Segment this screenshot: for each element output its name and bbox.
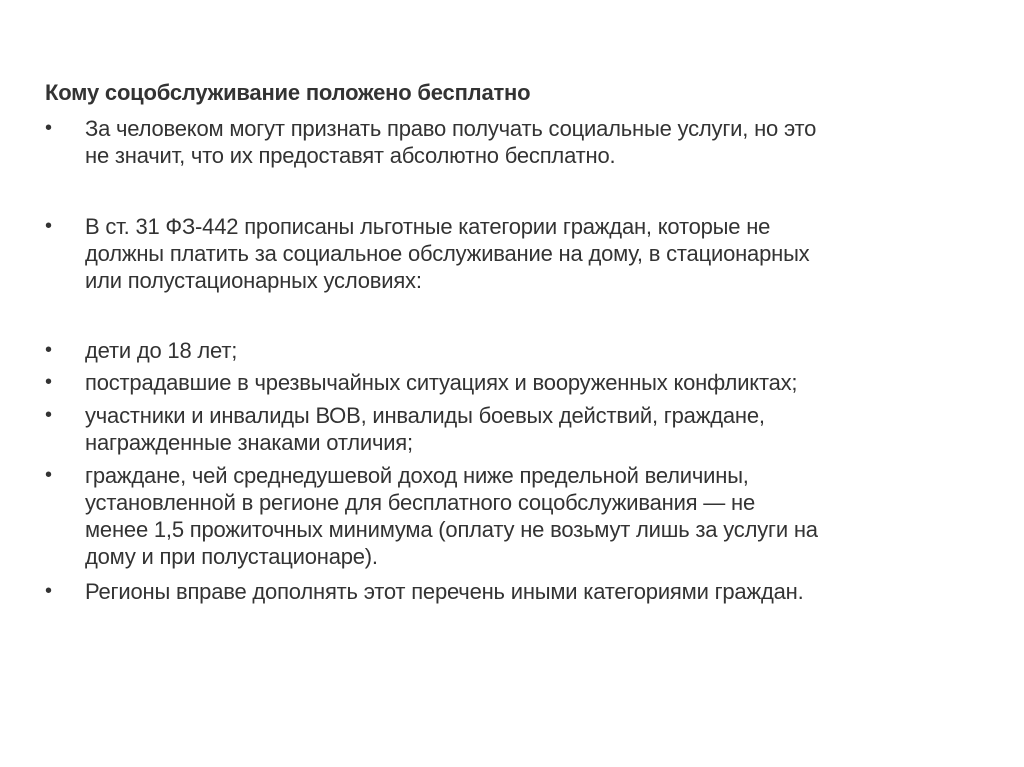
list-item xyxy=(45,213,980,294)
bullet: • xyxy=(45,404,52,426)
bullet: • xyxy=(45,580,52,602)
list-item xyxy=(45,462,980,570)
list-item-text: В ст. 31 ФЗ-442 прописаны льготные категории граждан, которые не должны платить за социальное обслуживание на дому, в стационарных или полустационарных условиях: xyxy=(85,214,810,293)
bullet: • xyxy=(45,464,52,486)
list-item-text: Регионы вправе дополнять этот перечень иными категориями граждан. xyxy=(85,579,804,604)
list-item xyxy=(45,578,980,605)
bullet: • xyxy=(45,371,52,393)
slide-heading: Кому соцобслуживание положено бесплатно xyxy=(45,80,531,105)
list-item-text: дети до 18 лет; xyxy=(85,338,238,363)
list-item-text: граждане, чей среднедушевой доход ниже предельной величины, установленной в регионе для бесплатного соцобслуживания — не менее 1,5 прожиточных минимума (оплату не возьмут лишь за услуги на дому и при полустационаре). xyxy=(85,463,818,569)
list-item-text: пострадавшие в чрезвычайных ситуациях и вооруженных конфликтах; xyxy=(85,370,798,395)
list-item xyxy=(45,115,980,169)
bullet: • xyxy=(45,339,52,361)
bullet: • xyxy=(45,117,52,139)
list-item xyxy=(45,402,980,456)
list-item-text: участники и инвалиды ВОВ, инвалиды боевых действий, граждане, награжденные знаками отличия; xyxy=(85,403,765,455)
list-item xyxy=(45,337,980,364)
bullet: • xyxy=(45,215,52,237)
list-item-text: За человеком могут признать право получать социальные услуги, но это не значит, что их предоставят абсолютно бесплатно. xyxy=(85,116,817,168)
list-item xyxy=(45,369,980,396)
